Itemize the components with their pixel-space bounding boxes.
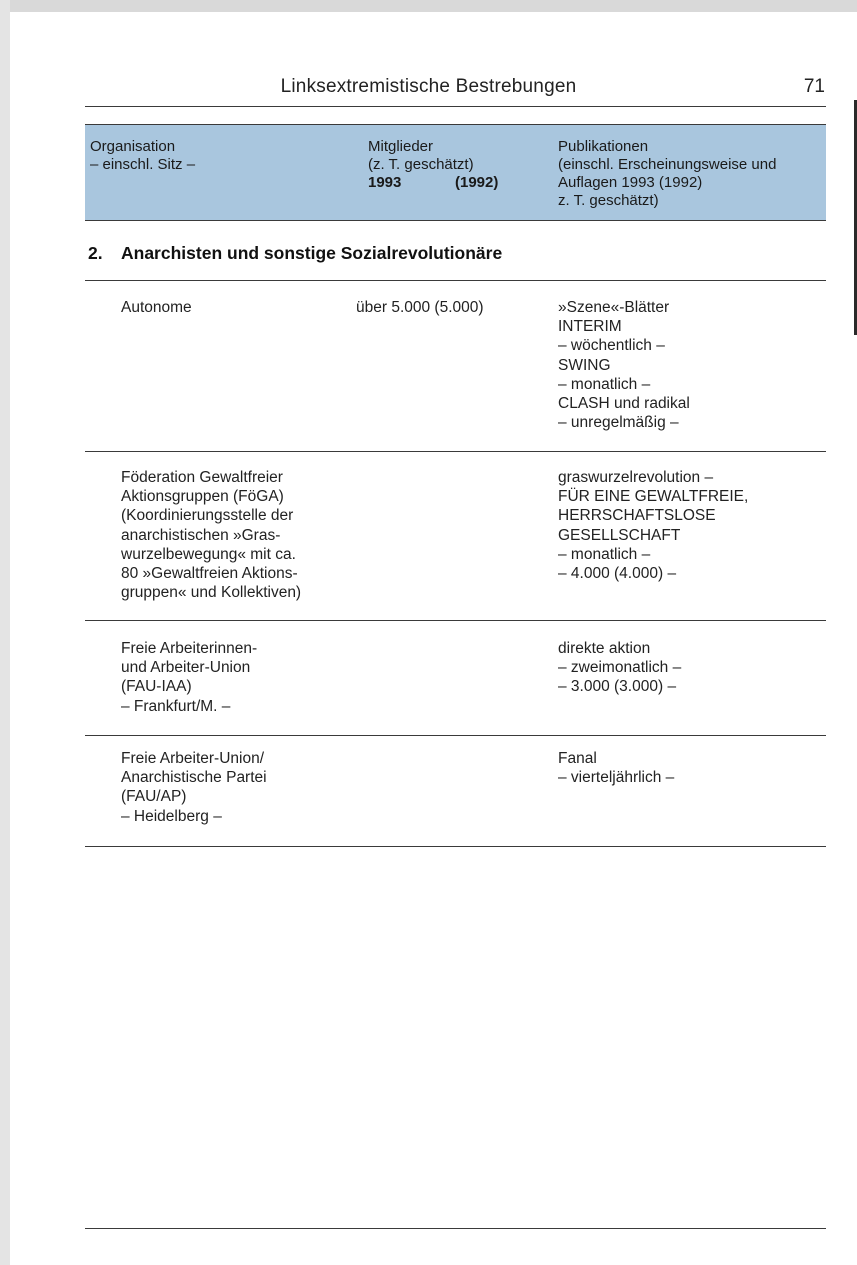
row-4-publikationen: Fanal – vierteljährlich – bbox=[558, 750, 675, 787]
header-rule bbox=[85, 106, 826, 107]
page-edge-top bbox=[0, 0, 857, 12]
row-divider bbox=[85, 620, 826, 621]
row-1-organisation: Autonome bbox=[121, 299, 192, 316]
row-divider bbox=[85, 451, 826, 452]
column-header-organisation: Organisation – einschl. Sitz – bbox=[90, 138, 196, 173]
page-number: 71 bbox=[803, 76, 825, 97]
column-header-mitglieder: Mitglieder (z. T. geschätzt) bbox=[368, 138, 474, 173]
running-title: Linksextremistische Bestrebungen bbox=[280, 76, 577, 97]
row-3-organisation: Freie Arbeiterinnen- und Arbeiter-Union (FAU-IAA) – Frankfurt/M. – bbox=[121, 640, 258, 715]
section-title: Anarchisten und sonstige Sozialrevolutionäre bbox=[121, 243, 503, 263]
table-bottom-rule bbox=[85, 846, 826, 847]
row-divider bbox=[85, 735, 826, 736]
row-2-organisation: Föderation Gewaltfreier Aktionsgruppen (FöGA) (Koordinierungsstelle der anarchistischen »Gras- wurzelbewegung« mit ca. 80 »Gewaltfreien Aktions- gruppen« und Kollektiven) bbox=[121, 469, 302, 602]
column-header-year-1992: (1992) bbox=[455, 174, 499, 191]
row-3-publikationen: direkte aktion – zweimonatlich – – 3.000 (3.000) – bbox=[558, 640, 682, 696]
page-edge-left bbox=[0, 0, 10, 1265]
column-header-publikationen: Publikationen (einschl. Erscheinungsweise und Auflagen 1993 (1992) z. T. geschätzt) bbox=[558, 138, 777, 209]
row-divider bbox=[85, 280, 826, 281]
column-header-year-1993: 1993 bbox=[368, 174, 402, 191]
section-heading bbox=[88, 243, 502, 264]
row-1-mitglieder: über 5.000 (5.000) bbox=[356, 299, 484, 316]
row-2-publikationen: graswurzelrevolution – FÜR EINE GEWALTFREIE, HERRSCHAFTSLOSE GESELLSCHAFT – monatlich – – 4.000 (4.000) – bbox=[558, 469, 749, 583]
footer-rule bbox=[85, 1228, 826, 1229]
row-1-publikationen: »Szene«-Blätter INTERIM – wöchentlich – SWING – monatlich – CLASH und radikal – unregelmäßig – bbox=[558, 299, 690, 432]
row-4-organisation: Freie Arbeiter-Union/ Anarchistische Partei (FAU/AP) – Heidelberg – bbox=[121, 750, 267, 825]
section-number: 2. bbox=[88, 243, 103, 263]
